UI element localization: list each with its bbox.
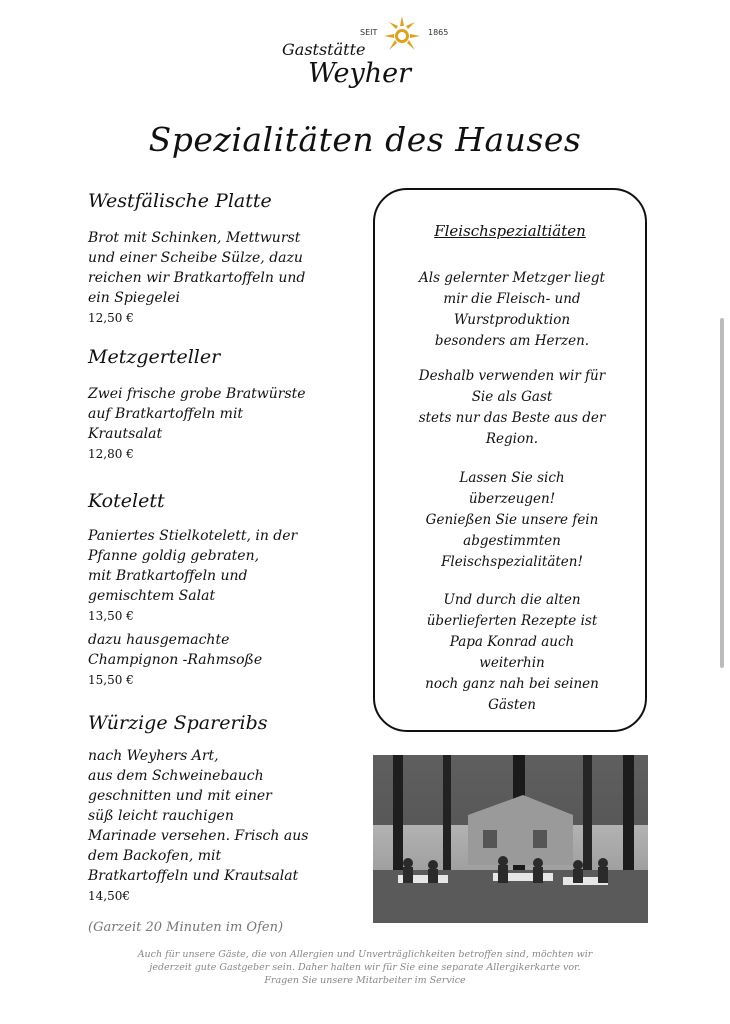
menu-item-desc-line: Zwei frische grobe Bratwürste [88,386,306,402]
info-line: stets nur das Beste aus der [418,410,606,426]
info-box-paragraph [385,590,639,716]
footer-line: jederzeit gute Gastgeber sein. Daher halten wir für Sie eine separate Allergikerkarte vor. [149,962,581,973]
menu-item [88,488,358,688]
menu-item-desc-line: ein Spiegelei [88,290,181,306]
info-box-paragraph [385,468,639,573]
info-line: mir die Fleisch- und [443,291,581,307]
historic-photo [373,755,648,923]
logo-line2: Weyher [308,58,412,89]
menu-item-desc-line: gemischtem Salat [88,588,216,604]
info-line: überlieferten Rezepte ist [426,613,598,629]
info-line: Papa Konrad auch [449,634,575,650]
info-line: Wurstproduktion [453,312,571,328]
info-line: Fleischspezialitäten! [441,554,583,570]
info-line: Und durch die alten [443,592,581,608]
info-line: besonders am Herzen. [434,333,590,349]
menu-item-desc-line: reichen wir Bratkartoffeln und [88,270,306,286]
page-title: Spezialitäten des Hauses [148,120,582,159]
menu-item [88,344,358,462]
menu-item-title: Metzgerteller [88,346,221,368]
allergy-footer [90,948,640,987]
cooking-time-note: (Garzeit 20 Minuten im Ofen) [88,920,284,935]
info-box [373,188,647,732]
info-box-title: Fleischspezialtiäten [434,222,586,240]
info-line: weiterhin [479,655,545,671]
menu-item [88,710,358,904]
sun-icon [382,14,422,54]
menu-item-extra-line: Champignon -Rahmsoße [88,652,263,668]
info-line: überzeugen! [468,491,556,507]
info-line: Region. [485,431,539,447]
menu-item-desc-line: nach Weyhers Art, [88,748,219,764]
menu-item-desc-line: dem Backofen, mit [88,848,222,864]
menu-item-desc-line: Pfanne goldig gebraten, [88,548,260,564]
logo-line1: Gaststätte [282,40,366,59]
menu-item-title: Würzige Spareribs [88,712,268,734]
info-line: abgestimmten [463,533,561,549]
menu-item-desc-line: Brot mit Schinken, Mettwurst [88,230,301,246]
info-line: Sie als Gast [471,389,553,405]
menu-item-desc-line: Paniertes Stielkotelett, in der [88,528,298,544]
menu-item [88,188,358,326]
menu-column [88,188,358,904]
info-box-paragraph [385,268,639,352]
logo-seit: SEIT [360,28,378,37]
logo-year: 1865 [428,28,449,37]
info-line: Als gelernter Metzger liegt [419,270,605,286]
menu-item-title: Kotelett [88,490,165,512]
menu-item-desc-line: aus dem Schweinebauch [88,768,264,784]
menu-item-price: 12,50 € [88,311,134,325]
info-line: noch ganz nah bei seinen [425,676,599,692]
info-box-paragraph [385,366,639,450]
info-line: Lassen Sie sich [459,470,565,486]
menu-item-extra-line: dazu hausgemachte [88,632,230,648]
info-line: Genießen Sie unsere fein [425,512,599,528]
info-line: Gästen [488,697,536,713]
scrollbar[interactable] [720,318,724,668]
footer-line: Auch für unsere Gäste, die von Allergien und Unverträglichkeiten betroffen sind, möchten wir [137,949,593,960]
menu-item-desc-line: süß leicht rauchigen [88,808,234,824]
menu-item-desc-line: mit Bratkartoffeln und [88,568,248,584]
footer-line: Fragen Sie unsere Mitarbeiter im Service [264,975,466,986]
historic-photo-image [373,755,648,923]
menu-item-desc-line: auf Bratkartoffeln mit [88,406,244,422]
info-line: Deshalb verwenden wir für [418,368,606,384]
menu-item-desc-line: Bratkartoffeln und Krautsalat [88,868,299,884]
logo [270,14,470,94]
menu-item-title: Westfälische Platte [88,190,272,212]
menu-item-desc-line: Krautsalat [88,426,163,442]
menu-item-price: 13,50 € [88,609,134,623]
menu-item-desc-line: und einer Scheibe Sülze, dazu [88,250,303,266]
menu-item-price: 14,50€ [88,889,130,903]
menu-item-desc-line: Marinade versehen. Frisch aus [88,828,309,844]
menu-item-price: 12,80 € [88,447,134,461]
menu-item-desc-line: geschnitten und mit einer [88,788,272,804]
menu-item-extra-price: 15,50 € [88,673,134,687]
